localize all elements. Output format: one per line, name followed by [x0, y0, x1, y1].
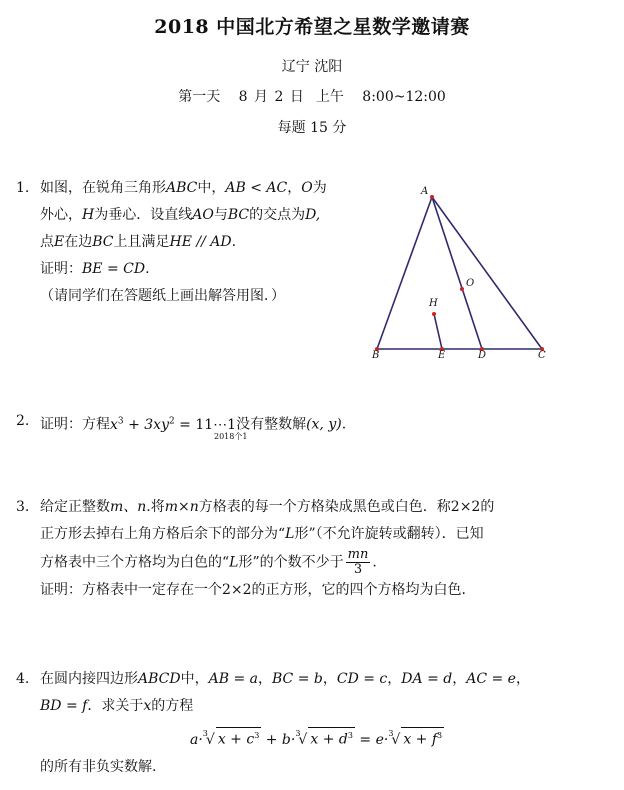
problem-line: 正方形去掉右上角方格后余下的部分为“L形”（不允许旋转或翻转）．已知 [40, 526, 484, 542]
exam-location: 辽宁 沈阳 [281, 59, 343, 75]
label-d: D [478, 350, 487, 361]
problem-line: 在圆内接四边形ABCD中，AB = a，BC = b，CD = c，DA = d，AC = e， [40, 671, 530, 687]
problem-line: 证明：方格表中一定存在一个2×2的正方形，它的四个方格均为白色． [40, 582, 476, 598]
fraction: $\frac{mn}{3}$ [347, 547, 369, 577]
line-ad [432, 197, 482, 349]
problem-body [40, 494, 494, 604]
point-a [430, 195, 434, 199]
problem-number: 2. [16, 413, 30, 429]
exam-session: 上午 [315, 89, 344, 105]
label-e: E [438, 350, 446, 361]
problem-body [40, 175, 327, 310]
label-h: H [429, 298, 438, 309]
problem-number: 4. [16, 671, 30, 687]
problem-equation [40, 720, 530, 754]
underbrace-note: 2018个1 [214, 432, 248, 441]
problem-line: 外心，H为垂心．设直线AO与BC的交点为D, [40, 207, 321, 223]
problem-line: 给定正整数m、n.将m×n方格表的每一个方格染成黑色或白色．称2×2的 [40, 499, 495, 515]
problem-line: 证明：方程$x^3 + 3xy^2$ = 11⋯1没有整数解(x, y). [40, 416, 347, 433]
exam-day: 第一天 [178, 89, 221, 105]
problem-number: 1. [16, 180, 30, 196]
problem-line: 证明：BE = CD. [40, 261, 150, 277]
problem-note: （请同学们在答题纸上画出解答用图．） [40, 288, 285, 304]
exam-schedule [0, 86, 624, 106]
label-o: O [466, 278, 475, 289]
exam-date: 8 月 2 日 [238, 89, 304, 105]
label-b: B [372, 350, 380, 361]
exam-scoring: 每题 15 分 [277, 120, 347, 136]
triangle-figure [368, 184, 568, 364]
label-a: A [421, 186, 429, 197]
problem-body [40, 408, 600, 439]
radical-equation: a·$^3$√ $x + c^3 + b\cdot^3√$ $x + d^3 = e\cdot^3√$ $x + f^3$ [190, 729, 443, 748]
problem-number: 3. [16, 499, 30, 515]
segment-he [434, 314, 442, 349]
side-ab [377, 197, 432, 349]
point-h [432, 312, 436, 316]
problem-line: 方格表中三个方格均为白色的“L形”的个数不少于 $\frac{mn}{3}$ . [40, 547, 377, 577]
problem-body [40, 666, 530, 781]
equation: $x^3 + 3xy^2$ = 11⋯1 [110, 416, 237, 433]
point-o [460, 287, 464, 291]
problem-line: 点E在边BC上且满足HE // AD. [40, 234, 237, 250]
problem-line: BD = f．求关于x的方程 [40, 698, 194, 714]
problem-line: 如图，在锐角三角形ABC中，AB < AC，O为 [40, 180, 327, 196]
label-c: C [538, 350, 546, 361]
triangle-diagram [368, 184, 568, 364]
problem-line: 的所有非负实数解. [40, 759, 157, 775]
exam-title: 2018 中国北方希望之星数学邀请赛 [154, 16, 470, 38]
side-ac [432, 197, 542, 349]
exam-time: 8:00~12:00 [362, 89, 446, 105]
